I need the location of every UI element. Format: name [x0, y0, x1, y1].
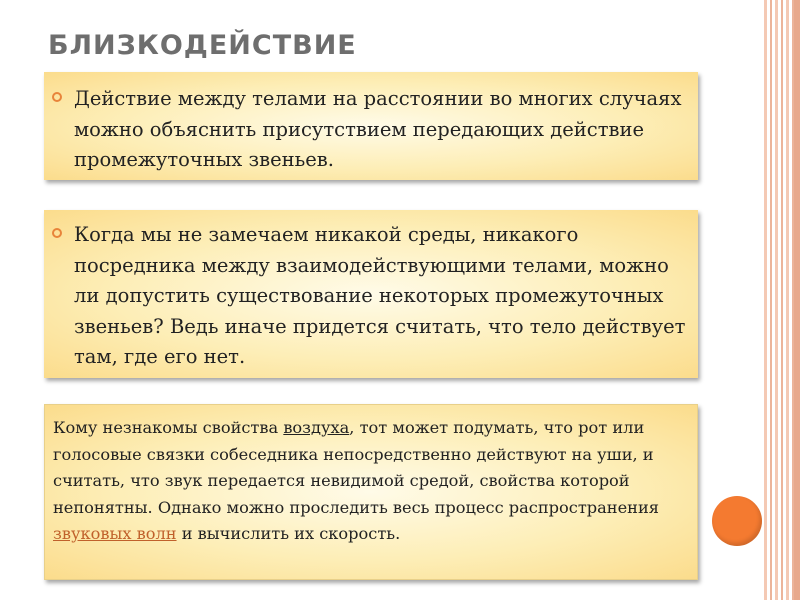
- slide-title: БЛИЗКОДЕЙСТВИЕ: [48, 30, 357, 61]
- bullet-ring-icon: [52, 228, 62, 238]
- note-text-part1: Кому незнакомы свойства: [53, 418, 284, 437]
- bullet-ring-icon: [52, 92, 62, 102]
- decorative-stripe-edge: [794, 0, 800, 600]
- bullet-box-2: [44, 210, 698, 378]
- note-text-part3: и вычислить их скорость.: [176, 524, 401, 543]
- air-link[interactable]: воздуха: [283, 418, 350, 437]
- note-box: [44, 404, 698, 580]
- bullet-box-1: [44, 72, 698, 180]
- sound-waves-link[interactable]: звуковых волн: [53, 524, 177, 543]
- orange-circle-icon: [712, 496, 762, 546]
- note-paragraph: [53, 415, 689, 548]
- note-text-part2: , тот может подумать, что рот или голосовые связки собеседника непосредственно действуют на уши, и считать, что звук передается невидимой средой, свойства которой непонятны. Однако можно проследить весь процесс распространения: [53, 418, 659, 517]
- bullet-text-2: Когда мы не замечаем никакой среды, никакого посредника между взаимодействующими телами, можно ли допустить существование некоторых промежуточных звеньев? Ведь иначе придется считать, что тело действует там, где его нет.: [74, 223, 686, 368]
- bullet-text-1: Действие между телами на расстоянии во многих случаях можно объяснить присутствием передающих действие промежуточных звеньев.: [74, 87, 682, 171]
